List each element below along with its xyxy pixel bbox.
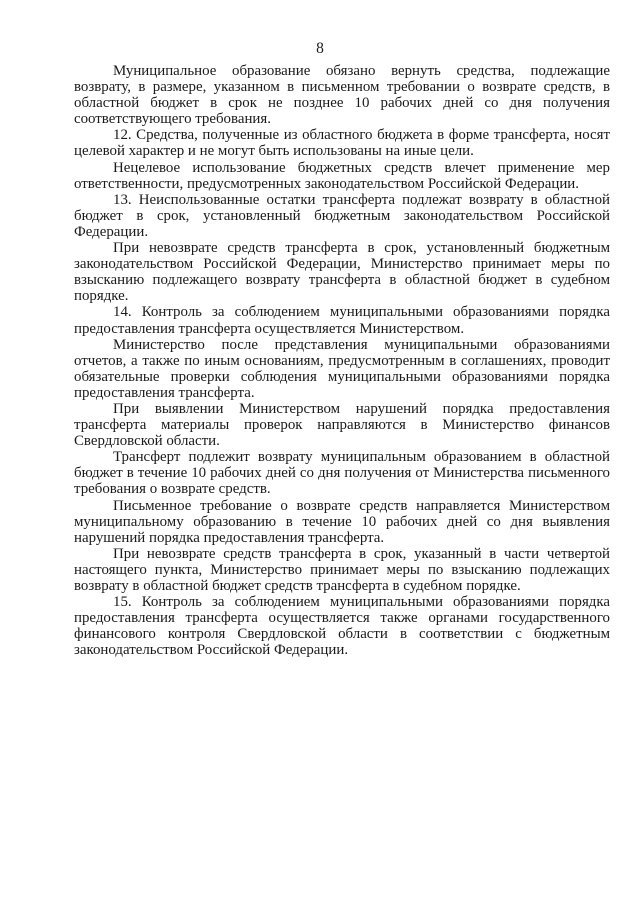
paragraph-violations-referral: При выявлении Министерством нарушений порядка предоставления трансферта материалы проверок направляются в Министерство финансов Свердловской области. bbox=[74, 400, 610, 450]
paragraph-return-obligation: Муниципальное образование обязано вернуть средства, подлежащие возврату, в размере, указанном в письменном требовании о возврате средств, в областной бюджет в срок не позднее 10 рабочих дней со дня получения соответствующего требования. bbox=[74, 63, 610, 128]
paragraph-non-return-recovery: При невозврате средств трансферта в срок, указанный в части четвертой настоящего пункта, Министерство принимает меры по взысканию подлежащих возврату в областной бюджет средств трансферта в судебном порядке. bbox=[74, 545, 610, 594]
paragraph-item-14: 14. Контроль за соблюдением муниципальными образованиями порядка предоставления трансферта осуществляется Министерством. bbox=[74, 304, 610, 337]
paragraph-item-13: 13. Неиспользованные остатки трансферта подлежат возврату в областной бюджет в срок, установленный бюджетным законодательством Российской Федерации. bbox=[74, 191, 610, 240]
paragraph-mandatory-checks: Министерство после представления муниципальными образованиями отчетов, а также по иным основаниям, предусмотренным в соглашениях, проводит обязательные проверки соблюдения муниципальными образованиями порядка предоставления трансферта. bbox=[74, 336, 610, 401]
paragraph-written-demand: Письменное требование о возврате средств направляется Министерством муниципальному образованию в течение 10 рабочих дней со дня выявления нарушений порядка предоставления трансферта. bbox=[74, 497, 610, 546]
paragraph-court-recovery: При невозврате средств трансферта в срок, установленный бюджетным законодательством Российской Федерации, Министерство принимает меры по взысканию подлежащего возврату трансферта в областной бюджет в судебном порядке. bbox=[74, 240, 610, 305]
paragraph-transfer-return: Трансферт подлежит возврату муниципальным образованием в областной бюджет в течение 10 рабочих дней со дня получения от Министерства письменного требования о возврате средств. bbox=[74, 449, 610, 498]
paragraph-item-15: 15. Контроль за соблюдением муниципальными образованиями порядка предоставления трансферта осуществляется также органами государственного финансового контроля Свердловской области в соответствии с бюджетным законодательством Российской Федерации. bbox=[74, 594, 610, 659]
document-body bbox=[74, 63, 610, 658]
paragraph-misuse-liability: Нецелевое использование бюджетных средств влечет применение мер ответственности, предусмотренных законодательством Российской Федерации. bbox=[74, 159, 610, 192]
page-number: 8 bbox=[316, 40, 324, 57]
paragraph-item-12: 12. Средства, полученные из областного бюджета в форме трансферта, носят целевой характер и не могут быть использованы на иные цели. bbox=[74, 127, 610, 160]
